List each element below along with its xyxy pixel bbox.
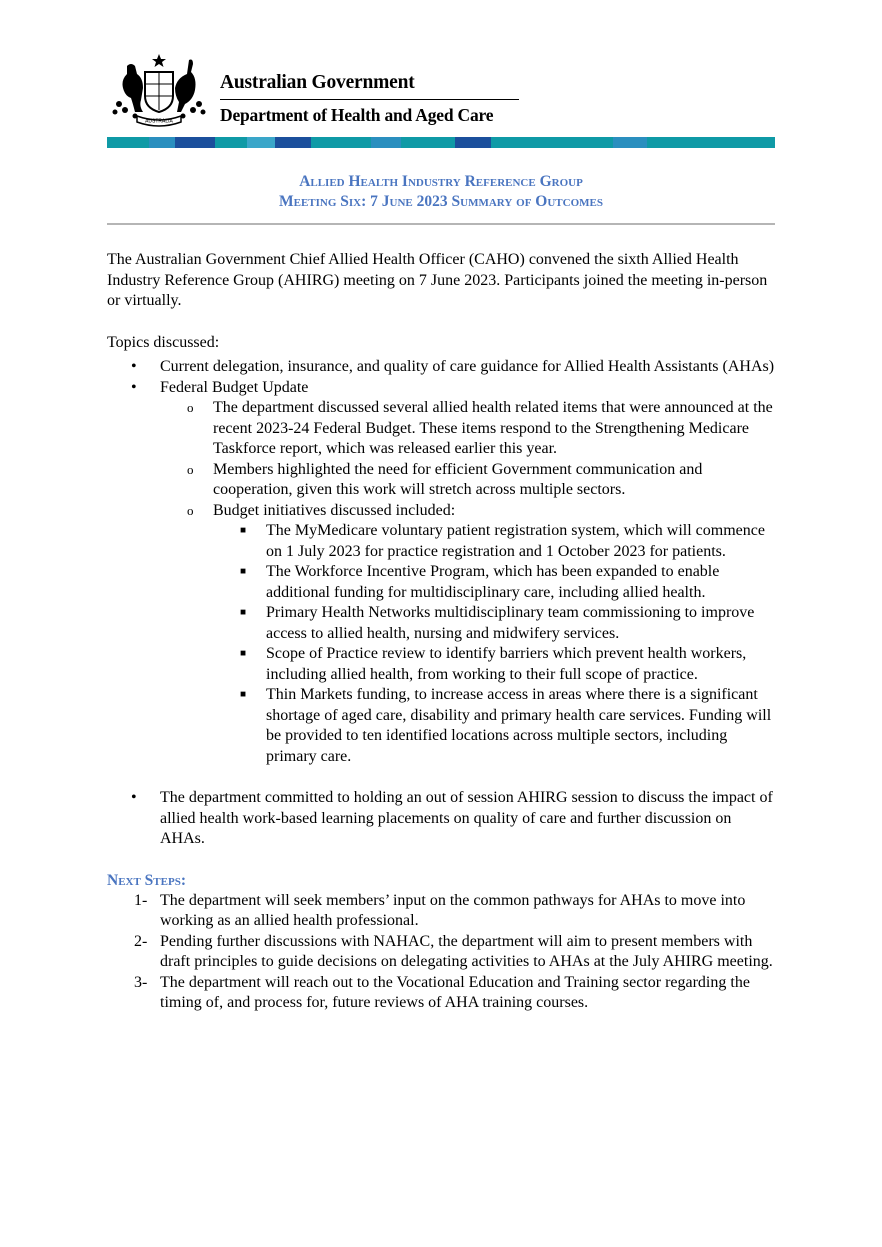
- square-bullet-icon: ■: [240, 648, 247, 659]
- list-item: ■ Thin Markets funding, to increase access in areas where there is a significant shortage of aged care, disability and primary health care services. Funding will be provided to ten identified locations across multiple sectors, including primary care.: [240, 686, 772, 765]
- square-bullet-icon: ■: [240, 566, 247, 577]
- list-item: • The department committed to holding an out of session AHIRG session to discuss the impact of allied health work-based learning placements on quality of care and further discussion on AHAs.: [131, 789, 773, 847]
- topics-list: [107, 357, 779, 850]
- title-line-1: Allied Health Industry Reference Group: [299, 173, 583, 190]
- bar-segment: [247, 137, 275, 148]
- topics-label: Topics discussed:: [107, 333, 220, 351]
- next-steps-list: [107, 891, 779, 1014]
- bar-segment: [555, 137, 613, 148]
- bar-segment: [175, 137, 215, 148]
- list-item: o The department discussed several allied health related items that were announced at the recent 2023-24 Federal Budget. These items respond to the Strengthening Medicare Taskforce report, which was released earlier this year.: [187, 399, 773, 457]
- bar-segment: [455, 137, 491, 148]
- brand-color-bar: [107, 137, 775, 148]
- bar-segment: [149, 137, 175, 148]
- circle-bullet-icon: o: [187, 400, 194, 415]
- list-item: o Members highlighted the need for efficient Government communication and cooperation, given this work will stretch across multiple sectors.: [187, 460, 703, 498]
- bar-segment: [371, 137, 401, 148]
- bar-segment: [215, 137, 247, 148]
- bar-segment: [401, 137, 455, 148]
- square-bullet-icon: ■: [240, 525, 247, 536]
- step-number: 1-: [134, 891, 148, 909]
- bar-segment: [717, 137, 775, 148]
- bar-segment: [491, 137, 555, 148]
- step-number: 3-: [134, 973, 148, 991]
- bar-segment: [613, 137, 647, 148]
- step-number: 2-: [134, 932, 148, 950]
- circle-bullet-icon: o: [187, 461, 194, 477]
- coat-of-arms-icon: [105, 52, 213, 128]
- title-line-2: Meeting Six: 7 June 2023 Summary of Outcomes: [278, 193, 603, 210]
- bullet-icon: •: [131, 378, 137, 396]
- list-item: ■ Scope of Practice review to identify barriers which prevent health workers, including allied health, from working to their full scope of practice.: [240, 645, 747, 683]
- list-item: ■ The Workforce Incentive Program, which has been expanded to enable additional funding for multidisciplinary care, including allied health.: [240, 563, 720, 601]
- list-item: ■ Primary Health Networks multidisciplinary team commissioning to improve access to allied health, nursing and midwifery services.: [240, 604, 755, 642]
- square-bullet-icon: ■: [240, 607, 247, 618]
- header-divider: [220, 99, 519, 100]
- circle-bullet-icon: o: [187, 502, 194, 518]
- list-item: 1- The department will seek members’ input on the common pathways for AHAs to move into working as an allied health professional.: [134, 891, 746, 929]
- bullet-icon: •: [131, 358, 137, 375]
- document-body: [107, 250, 779, 1014]
- list-item: ■ The MyMedicare voluntary patient registration system, which will commence on 1 July 2023 for practice registration and 1 October 2023 for patients.: [240, 522, 765, 560]
- list-item: 2- Pending further discussions with NAHAC, the department will aim to present members with draft principles to guide decisions on delegating activities to AHAs at the July AHIRG meeting.: [134, 932, 773, 970]
- list-item: • Current delegation, insurance, and quality of care guidance for Allied Health Assistants (AHAs): [107, 357, 779, 378]
- bar-segment: [647, 137, 717, 148]
- document-title: [107, 172, 775, 212]
- department-title: Department of Health and Aged Care: [220, 105, 494, 125]
- government-title: Australian Government: [220, 72, 415, 93]
- crest-scroll-text: AUSTRALIA: [145, 118, 173, 125]
- bar-segment: [311, 137, 371, 148]
- bar-segment: [275, 137, 311, 148]
- list-item: • Federal Budget Update: [107, 378, 779, 399]
- bar-segment: [107, 137, 149, 148]
- square-bullet-icon: ■: [240, 689, 247, 700]
- title-divider: [107, 223, 775, 225]
- intro-paragraph: The Australian Government Chief Allied Health Officer (CAHO) convened the sixth Allied Health Industry Reference Group (AHIRG) meeting on 7 June 2023. Participants joined the meeting in-person or virtually.: [107, 251, 768, 309]
- list-item: o Budget initiatives discussed included:: [107, 501, 779, 522]
- next-steps-heading: Next Steps:: [107, 871, 186, 889]
- list-item: 3- The department will reach out to the Vocational Education and Training sector regarding the timing of, and process for, future reviews of AHA training courses.: [134, 973, 750, 1011]
- bullet-icon: •: [131, 789, 137, 806]
